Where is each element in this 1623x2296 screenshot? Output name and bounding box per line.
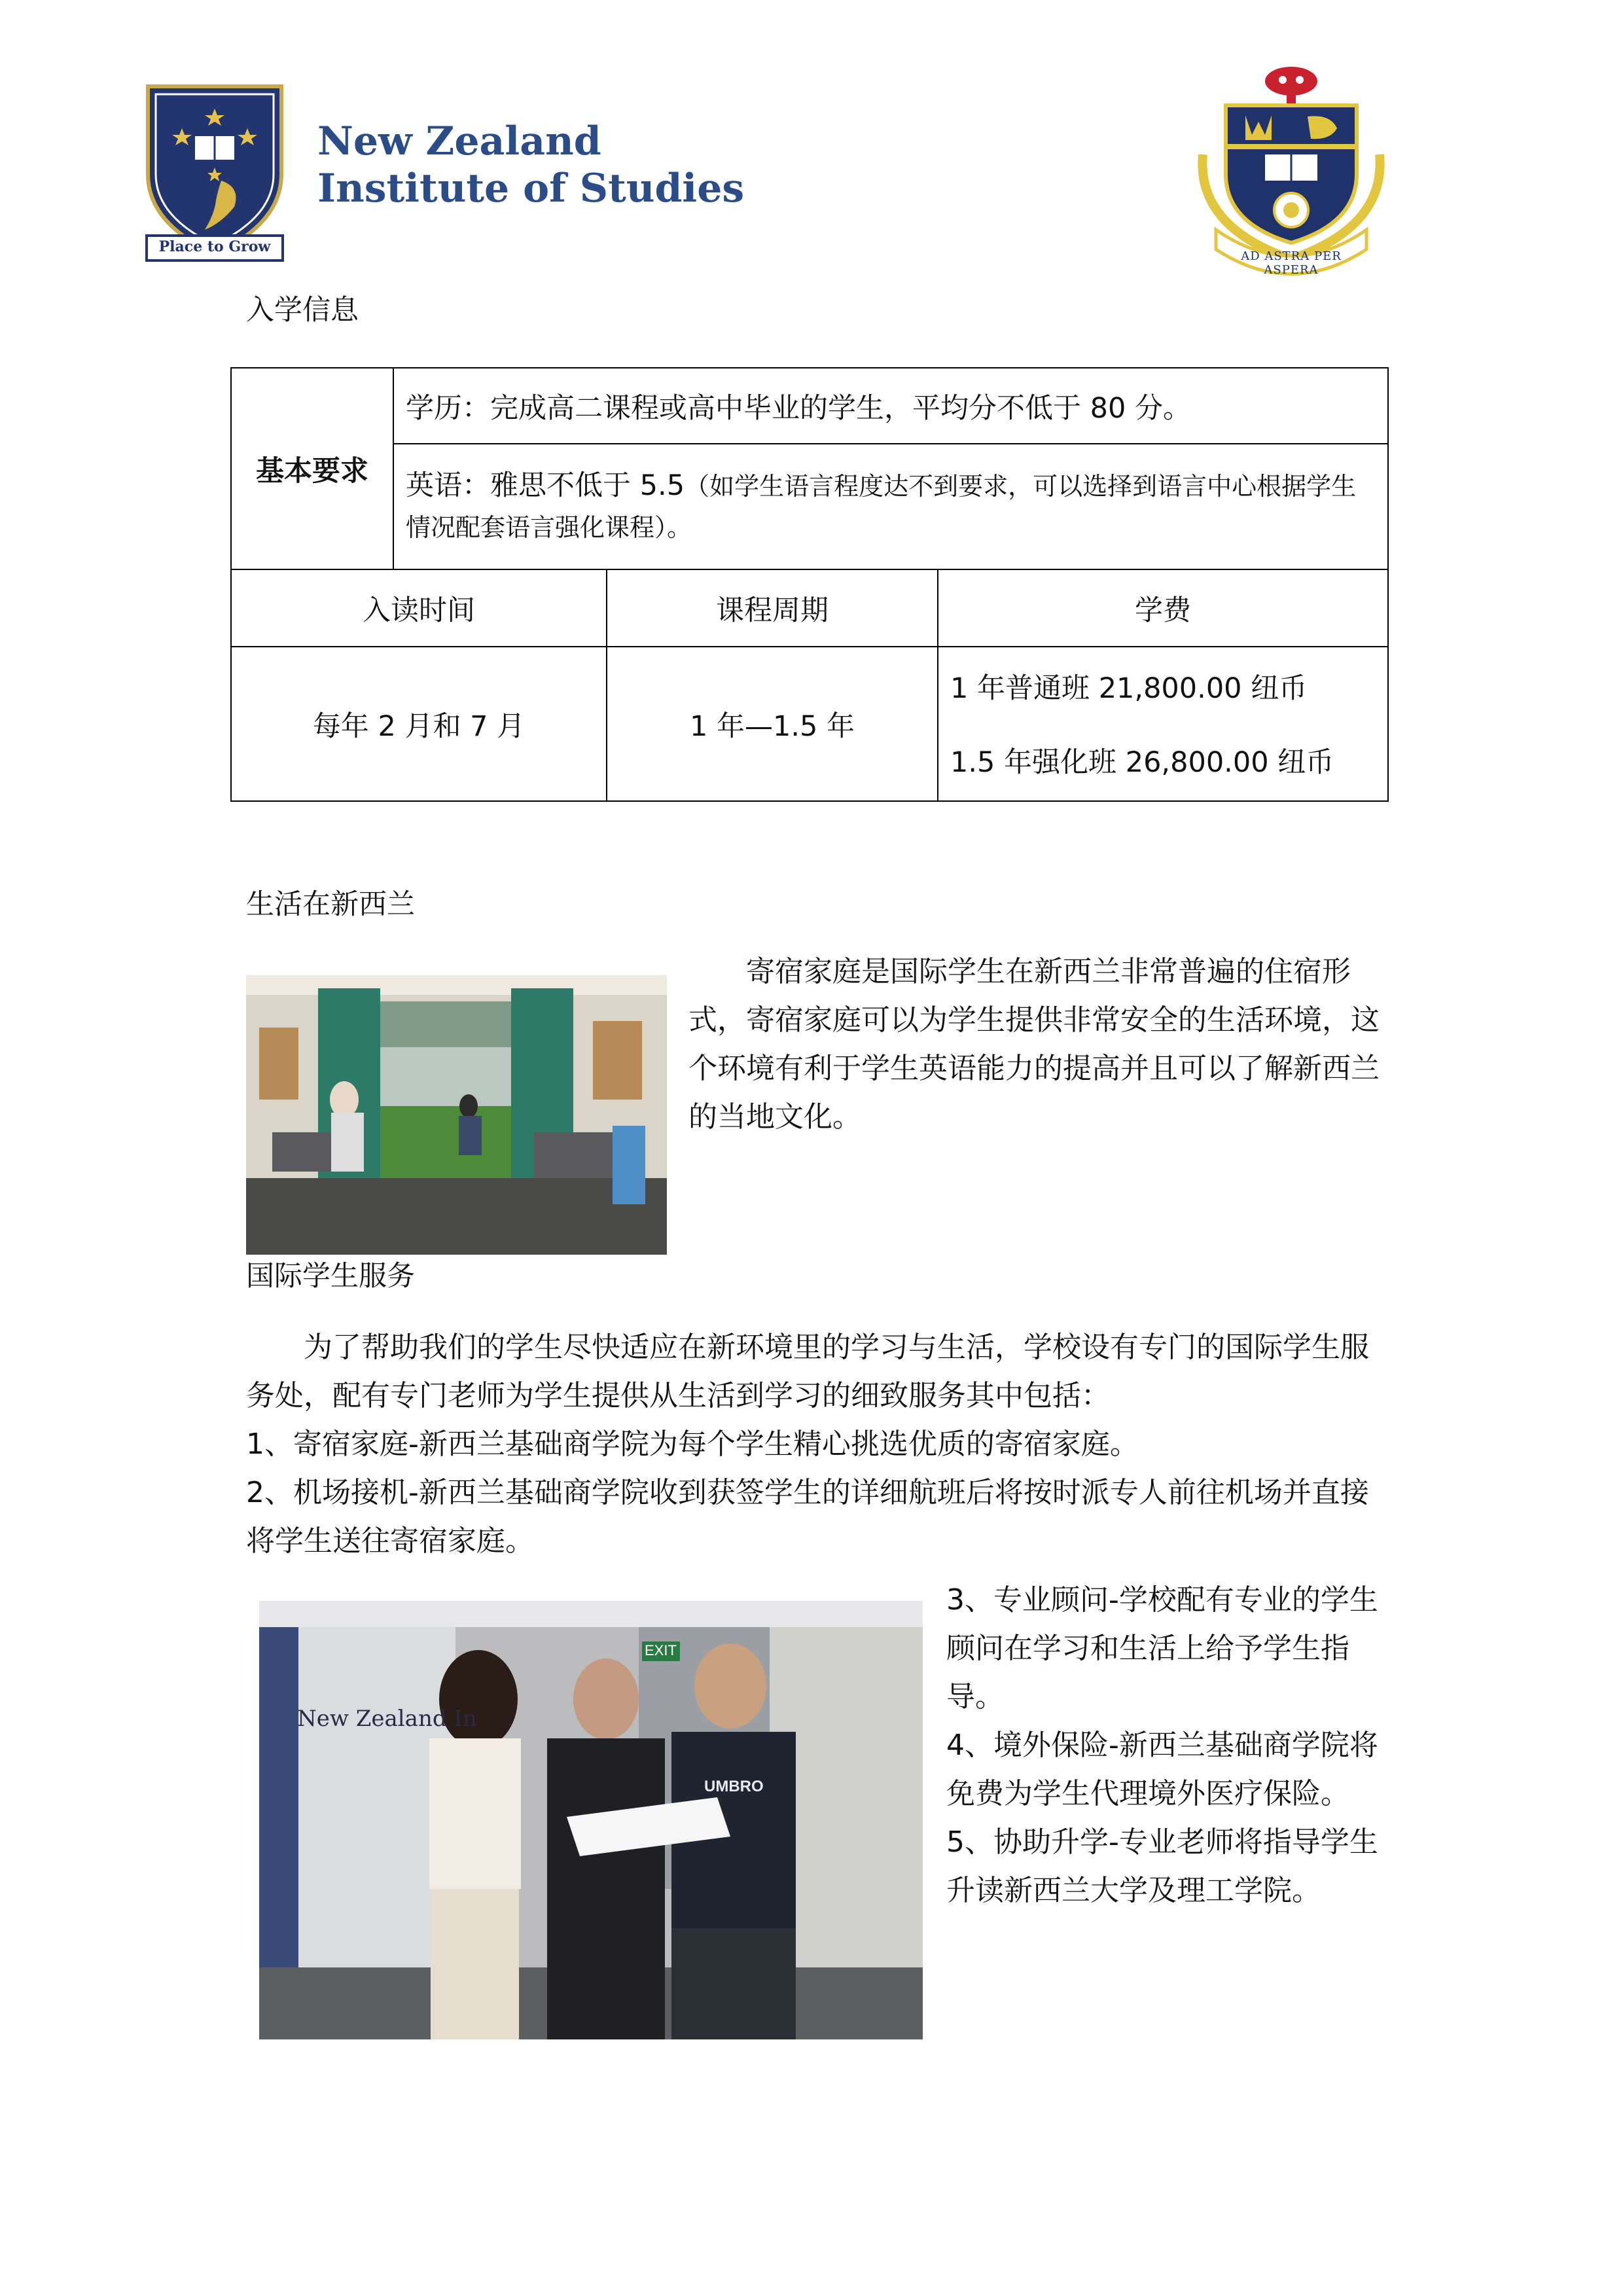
logo-wordmark: [317, 118, 744, 212]
education-requirement: 学历：完成高二课程或高中毕业的学生，平均分不低于 80 分。: [393, 368, 1388, 444]
admission-heading: 入学信息: [246, 294, 359, 327]
logo-ribbon-text: Place to Grow: [158, 238, 271, 255]
english-requirement: [393, 444, 1388, 569]
services-intro: 为了帮助我们的学生尽快适应在新环境里的学习与生活，学校设有专门的国际学生服务处，配有专门老师为学生提供从生活到学习的细致服务其中包括：: [246, 1331, 1369, 1412]
living-text: 寄宿家庭是国际学生在新西兰非常普遍的住宿形式，寄宿家庭可以为学生提供非常安全的生活环境，这个环境有利于学生英语能力的提高并且可以了解新西兰的当地文化。: [688, 955, 1380, 1134]
intake-value: 每年 2 月和 7 月: [231, 647, 607, 801]
living-paragraph: [688, 948, 1389, 1141]
requirements-label: 基本要求: [231, 368, 393, 569]
school-crest-logo: [1190, 63, 1393, 285]
fee-line-1: 1 年普通班 21,800.00 纽币: [950, 672, 1308, 705]
service-item-5: 5、协助升学-专业老师将指导学生升读新西兰大学及理工学院。: [946, 1825, 1378, 1907]
wall-sign-text: New Zealand In: [297, 1706, 477, 1732]
service-item-3: 3、专业顾问-学校配有专业的学生顾问在学习和生活上给予学生指导。: [946, 1583, 1378, 1713]
shirt-logo-text: UMBRO: [704, 1778, 764, 1795]
services-intro-block: [246, 1323, 1390, 1566]
advising-photo: [259, 1601, 923, 2039]
column-header-duration: 课程周期: [607, 569, 938, 647]
services-heading: 国际学生服务: [246, 1260, 415, 1293]
fee-line-2: 1.5 年强化班 26,800.00 纽币: [950, 746, 1334, 779]
nzis-crest-logo: [143, 82, 287, 263]
living-heading: 生活在新西兰: [246, 888, 415, 921]
service-item-1: 1、寄宿家庭-新西兰基础商学院为每个学生精心挑选优质的寄宿家庭。: [246, 1427, 1139, 1461]
logo-wordmark-line2: Institute of Studies: [317, 166, 745, 211]
dorm-room-photo: [246, 975, 667, 1255]
logo-wordmark-line1: New Zealand: [317, 118, 601, 164]
column-header-intake: 入读时间: [231, 569, 607, 647]
english-req-main: 英语：雅思不低于 5.5: [406, 469, 685, 502]
duration-value: 1 年—1.5 年: [607, 647, 938, 801]
crest-motto: AD ASTRA PER ASPERA: [1241, 249, 1342, 277]
exit-sign-text: EXIT: [645, 1642, 677, 1659]
column-header-fee: 学费: [938, 569, 1388, 647]
services-side-list: [946, 1576, 1398, 1915]
admission-table: [230, 367, 1389, 802]
fee-cell: [938, 647, 1388, 801]
service-item-4: 4、境外保险-新西兰基础商学院将免费为学生代理境外医疗保险。: [946, 1729, 1378, 1810]
service-item-2: 2、机场接机-新西兰基础商学院收到获签学生的详细航班后将按时派专人前往机场并直接将学生送往寄宿家庭。: [246, 1476, 1369, 1558]
english-req-note: （如学生语言程度达不到要求，可以选择到语言中心根据学生情况配套语言强化课程）。: [406, 472, 1357, 542]
